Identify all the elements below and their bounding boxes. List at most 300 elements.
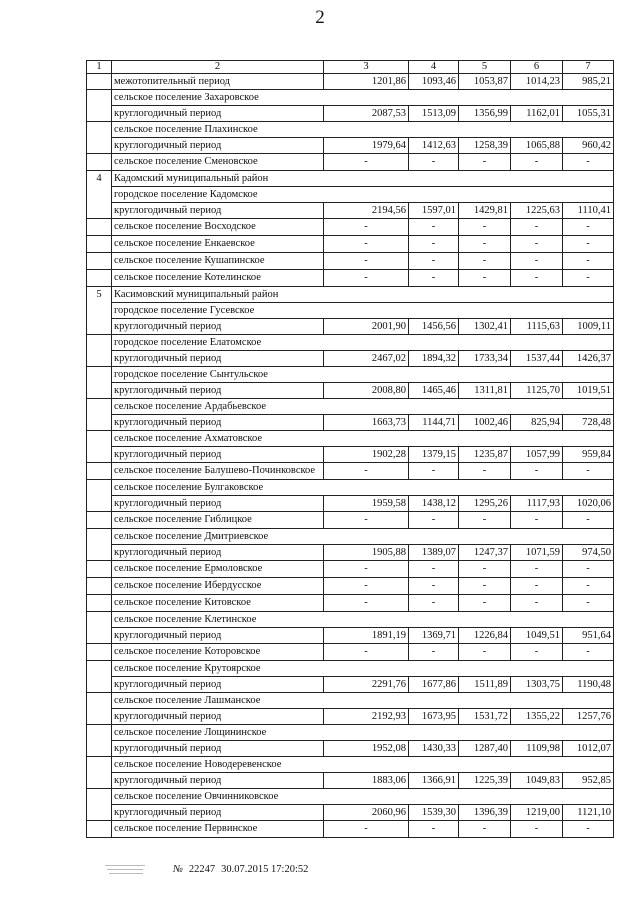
table-row (87, 138, 614, 154)
row-label: круглогодичный период (112, 709, 324, 725)
row-number (87, 122, 112, 138)
page-number: 2 (315, 7, 325, 28)
value-cell: 1894,32 (409, 351, 459, 367)
row-label: круглогодичный период (112, 773, 324, 789)
value-cell: - (459, 578, 511, 595)
value-cell: 1426,37 (563, 351, 614, 367)
row-number (87, 529, 112, 545)
row-label: круглогодичный период (112, 383, 324, 399)
value-cell: - (563, 270, 614, 287)
row-number (87, 138, 112, 154)
value-cell: 1396,39 (459, 805, 511, 821)
column-number-header (87, 61, 614, 74)
table-row (87, 219, 614, 236)
value-cell: 1891,19 (324, 628, 409, 644)
value-cell: - (563, 595, 614, 612)
value-cell: 825,94 (511, 415, 563, 431)
value-cell: - (459, 595, 511, 612)
value-cell: 1162,01 (511, 106, 563, 122)
row-number (87, 480, 112, 496)
value-cell: 1952,08 (324, 741, 409, 757)
value-cell: 1531,72 (459, 709, 511, 725)
header-cell: 7 (563, 61, 614, 74)
value-cell: 1979,64 (324, 138, 409, 154)
value-cell: 1065,88 (511, 138, 563, 154)
value-cell: 1356,99 (459, 106, 511, 122)
value-cell: 1053,87 (459, 74, 511, 90)
value-cell: - (324, 578, 409, 595)
value-cell: - (409, 821, 459, 838)
row-label: сельское поселение Дмитриевское (112, 529, 614, 545)
table-row (87, 351, 614, 367)
row-number (87, 757, 112, 773)
row-label: сельское поселение Кушапинское (112, 253, 324, 270)
row-label: круглогодичный период (112, 741, 324, 757)
table-row (87, 319, 614, 335)
value-cell: 1235,87 (459, 447, 511, 463)
table-row (87, 677, 614, 693)
value-cell: - (563, 512, 614, 529)
row-number (87, 578, 112, 595)
value-cell: - (459, 236, 511, 253)
table-section-row (87, 287, 614, 303)
value-cell: - (409, 463, 459, 480)
row-label: сельское поселение Захаровское (112, 90, 614, 106)
table-row (87, 383, 614, 399)
value-cell: 1071,59 (511, 545, 563, 561)
table-section-row (87, 335, 614, 351)
table-section-row (87, 399, 614, 415)
row-number (87, 821, 112, 838)
value-cell: 1109,98 (511, 741, 563, 757)
value-cell: 1012,07 (563, 741, 614, 757)
row-number (87, 612, 112, 628)
table-section-row (87, 90, 614, 106)
value-cell: 1389,07 (409, 545, 459, 561)
value-cell: 952,85 (563, 773, 614, 789)
value-cell: 1663,73 (324, 415, 409, 431)
value-cell: 1456,56 (409, 319, 459, 335)
value-cell: - (511, 219, 563, 236)
row-number (87, 253, 112, 270)
row-label: круглогодичный период (112, 805, 324, 821)
row-number (87, 236, 112, 253)
stamp-icon (103, 862, 151, 876)
value-cell: 1002,46 (459, 415, 511, 431)
value-cell: 1225,63 (511, 203, 563, 219)
table-row (87, 447, 614, 463)
registration-number: 22247 (188, 863, 216, 875)
row-number (87, 187, 112, 203)
value-cell: - (511, 463, 563, 480)
table-row (87, 154, 614, 171)
table-section-row (87, 661, 614, 677)
value-cell: 1597,01 (409, 203, 459, 219)
value-cell: - (324, 595, 409, 612)
row-label: круглогодичный период (112, 628, 324, 644)
value-cell: 1247,37 (459, 545, 511, 561)
table-section-row (87, 725, 614, 741)
value-cell: 1430,33 (409, 741, 459, 757)
value-cell: 1093,46 (409, 74, 459, 90)
table-row (87, 821, 614, 838)
value-cell: 1379,15 (409, 447, 459, 463)
row-label: круглогодичный период (112, 447, 324, 463)
row-number (87, 367, 112, 383)
row-number (87, 415, 112, 431)
row-label: сельское поселение Клетинское (112, 612, 614, 628)
value-cell: 1677,86 (409, 677, 459, 693)
value-cell: - (409, 595, 459, 612)
table-row (87, 270, 614, 287)
row-number (87, 693, 112, 709)
value-cell: - (324, 154, 409, 171)
table-section-row (87, 693, 614, 709)
value-cell: 1201,86 (324, 74, 409, 90)
value-cell: - (459, 561, 511, 578)
table-section-row (87, 529, 614, 545)
value-cell: 1355,22 (511, 709, 563, 725)
value-cell: - (563, 154, 614, 171)
value-cell: - (459, 154, 511, 171)
row-number (87, 773, 112, 789)
row-number (87, 106, 112, 122)
value-cell: 1302,41 (459, 319, 511, 335)
value-cell: 2008,80 (324, 383, 409, 399)
row-label: круглогодичный период (112, 106, 324, 122)
row-number (87, 383, 112, 399)
row-label: сельское поселение Новодеревенское (112, 757, 614, 773)
row-label: сельское поселение Крутоярское (112, 661, 614, 677)
table-row (87, 203, 614, 219)
header-cell: 6 (511, 61, 563, 74)
value-cell: 2194,56 (324, 203, 409, 219)
header-cell: 3 (324, 61, 409, 74)
value-cell: 2087,53 (324, 106, 409, 122)
row-label: сельское поселение Первинское (112, 821, 324, 838)
value-cell: - (324, 219, 409, 236)
value-cell: - (324, 561, 409, 578)
value-cell: - (511, 578, 563, 595)
value-cell: - (409, 270, 459, 287)
table-row (87, 595, 614, 612)
row-label: межотопительный период (112, 74, 324, 90)
row-label: сельское поселение Восходское (112, 219, 324, 236)
value-cell: 1055,31 (563, 106, 614, 122)
header-cell: 1 (87, 61, 112, 74)
row-label: городское поселение Гусевское (112, 303, 614, 319)
value-cell: - (324, 463, 409, 480)
value-cell: - (511, 561, 563, 578)
table-section-row (87, 303, 614, 319)
row-number (87, 335, 112, 351)
value-cell: - (409, 561, 459, 578)
value-cell: 1258,39 (459, 138, 511, 154)
row-label: городское поселение Сынтульское (112, 367, 614, 383)
value-cell: 960,42 (563, 138, 614, 154)
value-cell: - (563, 253, 614, 270)
value-cell: - (324, 644, 409, 661)
table-row (87, 561, 614, 578)
row-number (87, 595, 112, 612)
value-cell: 1438,12 (409, 496, 459, 512)
row-number (87, 447, 112, 463)
row-number (87, 431, 112, 447)
row-label: круглогодичный период (112, 351, 324, 367)
value-cell: 1959,58 (324, 496, 409, 512)
row-label: круглогодичный период (112, 138, 324, 154)
value-cell: - (459, 253, 511, 270)
value-cell: 2467,02 (324, 351, 409, 367)
table-row (87, 106, 614, 122)
tariff-table (86, 60, 614, 838)
row-number (87, 496, 112, 512)
row-number (87, 74, 112, 90)
value-cell: 1429,81 (459, 203, 511, 219)
row-number (87, 270, 112, 287)
value-cell: - (563, 644, 614, 661)
value-cell: 728,48 (563, 415, 614, 431)
value-cell: 1009,11 (563, 319, 614, 335)
value-cell: - (459, 219, 511, 236)
table-section-row (87, 789, 614, 805)
table-row (87, 773, 614, 789)
value-cell: 1225,39 (459, 773, 511, 789)
table-section-row (87, 367, 614, 383)
value-cell: 1121,10 (563, 805, 614, 821)
value-cell: 1412,63 (409, 138, 459, 154)
row-label: круглогодичный период (112, 319, 324, 335)
value-cell: 1905,88 (324, 545, 409, 561)
row-number (87, 789, 112, 805)
value-cell: 1144,71 (409, 415, 459, 431)
value-cell: 1019,51 (563, 383, 614, 399)
row-label: сельское поселение Которовское (112, 644, 324, 661)
table-section-row (87, 757, 614, 773)
header-cell: 2 (112, 61, 324, 74)
value-cell: - (511, 236, 563, 253)
value-cell: - (459, 821, 511, 838)
row-number (87, 90, 112, 106)
row-label: сельское поселение Овчинниковское (112, 789, 614, 805)
row-label: круглогодичный период (112, 677, 324, 693)
value-cell: - (459, 512, 511, 529)
value-cell: 1537,44 (511, 351, 563, 367)
row-number (87, 741, 112, 757)
row-label: городское поселение Елатомское (112, 335, 614, 351)
row-label: городское поселение Кадомское (112, 187, 614, 203)
value-cell: 1311,81 (459, 383, 511, 399)
value-cell: 1125,70 (511, 383, 563, 399)
row-label: сельское поселение Китовское (112, 595, 324, 612)
value-cell: 2001,90 (324, 319, 409, 335)
value-cell: - (324, 821, 409, 838)
value-cell: 1511,89 (459, 677, 511, 693)
row-number (87, 351, 112, 367)
row-label: сельское поселение Ардабьевское (112, 399, 614, 415)
table-row (87, 805, 614, 821)
table-row (87, 741, 614, 757)
value-cell: - (563, 219, 614, 236)
row-number: 4 (87, 171, 112, 187)
row-number (87, 628, 112, 644)
value-cell: - (324, 253, 409, 270)
value-cell: - (511, 253, 563, 270)
row-number (87, 725, 112, 741)
row-label: сельское поселение Плахинское (112, 122, 614, 138)
row-label: круглогодичный период (112, 415, 324, 431)
table-row (87, 415, 614, 431)
value-cell: - (409, 253, 459, 270)
value-cell: 1226,84 (459, 628, 511, 644)
row-label: сельское поселение Ермоловское (112, 561, 324, 578)
value-cell: - (511, 512, 563, 529)
row-label: сельское поселение Балушево-Починковское (112, 463, 324, 480)
table-section-row (87, 612, 614, 628)
value-cell: - (563, 561, 614, 578)
row-label: круглогодичный период (112, 496, 324, 512)
row-number (87, 512, 112, 529)
value-cell: 1673,95 (409, 709, 459, 725)
value-cell: - (409, 644, 459, 661)
table-section-row (87, 187, 614, 203)
value-cell: 1513,09 (409, 106, 459, 122)
value-cell: 985,21 (563, 74, 614, 90)
value-cell: - (324, 236, 409, 253)
value-cell: - (324, 512, 409, 529)
value-cell: - (511, 644, 563, 661)
row-label: сельское поселение Лощининское (112, 725, 614, 741)
row-number (87, 644, 112, 661)
value-cell: - (511, 270, 563, 287)
value-cell: 1219,00 (511, 805, 563, 821)
value-cell: - (459, 463, 511, 480)
value-cell: - (324, 270, 409, 287)
row-label: сельское поселение Сменовское (112, 154, 324, 171)
value-cell: 1287,40 (459, 741, 511, 757)
row-number (87, 463, 112, 480)
value-cell: - (511, 821, 563, 838)
value-cell: 1020,06 (563, 496, 614, 512)
row-label: круглогодичный период (112, 545, 324, 561)
row-number (87, 219, 112, 236)
value-cell: - (563, 236, 614, 253)
value-cell: 1115,63 (511, 319, 563, 335)
header-cell: 4 (409, 61, 459, 74)
row-label: сельское поселение Гиблицкое (112, 512, 324, 529)
value-cell: 1110,41 (563, 203, 614, 219)
row-number (87, 399, 112, 415)
value-cell: 1190,48 (563, 677, 614, 693)
row-number (87, 303, 112, 319)
value-cell: - (563, 463, 614, 480)
value-cell: 974,50 (563, 545, 614, 561)
table-section-row (87, 480, 614, 496)
row-number (87, 203, 112, 219)
value-cell: - (563, 578, 614, 595)
value-cell: 1902,28 (324, 447, 409, 463)
value-cell: 2060,96 (324, 805, 409, 821)
row-number (87, 545, 112, 561)
row-number: 5 (87, 287, 112, 303)
table-row (87, 253, 614, 270)
value-cell: - (563, 821, 614, 838)
value-cell: - (459, 270, 511, 287)
row-number (87, 709, 112, 725)
table-section-row (87, 122, 614, 138)
row-number (87, 154, 112, 171)
table-row (87, 578, 614, 595)
value-cell: 1465,46 (409, 383, 459, 399)
row-label: сельское поселение Булгаковское (112, 480, 614, 496)
value-cell: 951,64 (563, 628, 614, 644)
value-cell: 2291,76 (324, 677, 409, 693)
registration-footer (103, 862, 308, 876)
value-cell: 1303,75 (511, 677, 563, 693)
value-cell: - (409, 512, 459, 529)
value-cell: - (511, 595, 563, 612)
value-cell: 2192,93 (324, 709, 409, 725)
table-row (87, 74, 614, 90)
table-section-row (87, 171, 614, 187)
value-cell: 1049,51 (511, 628, 563, 644)
row-label: сельское поселение Енкаевское (112, 236, 324, 253)
table-section-row (87, 431, 614, 447)
table-row (87, 512, 614, 529)
value-cell: 1057,99 (511, 447, 563, 463)
value-cell: 1369,71 (409, 628, 459, 644)
registration-number-symbol: № (173, 863, 183, 875)
value-cell: 1883,06 (324, 773, 409, 789)
value-cell: - (511, 154, 563, 171)
table-row (87, 709, 614, 725)
value-cell: 959,84 (563, 447, 614, 463)
row-label: сельское поселение Ибердусское (112, 578, 324, 595)
value-cell: - (409, 154, 459, 171)
value-cell: - (409, 219, 459, 236)
row-label: сельское поселение Лашманское (112, 693, 614, 709)
table-row (87, 545, 614, 561)
row-label: круглогодичный период (112, 203, 324, 219)
value-cell: 1049,83 (511, 773, 563, 789)
value-cell: - (409, 578, 459, 595)
row-number (87, 661, 112, 677)
value-cell: 1295,26 (459, 496, 511, 512)
row-number (87, 319, 112, 335)
value-cell: 1117,93 (511, 496, 563, 512)
table-row (87, 628, 614, 644)
header-cell: 5 (459, 61, 511, 74)
table-row (87, 463, 614, 480)
value-cell: 1539,30 (409, 805, 459, 821)
row-number (87, 677, 112, 693)
row-number (87, 561, 112, 578)
table-row (87, 236, 614, 253)
row-label: Кадомский муниципальный район (112, 171, 614, 187)
value-cell: 1733,34 (459, 351, 511, 367)
value-cell: - (409, 236, 459, 253)
row-number (87, 805, 112, 821)
table-row (87, 496, 614, 512)
row-label: сельское поселение Ахматовское (112, 431, 614, 447)
row-label: сельское поселение Котелинское (112, 270, 324, 287)
table-row (87, 644, 614, 661)
value-cell: - (459, 644, 511, 661)
value-cell: 1257,76 (563, 709, 614, 725)
registration-datetime: 30.07.2015 17:20:52 (221, 863, 309, 875)
row-label: Касимовский муниципальный район (112, 287, 614, 303)
value-cell: 1366,91 (409, 773, 459, 789)
